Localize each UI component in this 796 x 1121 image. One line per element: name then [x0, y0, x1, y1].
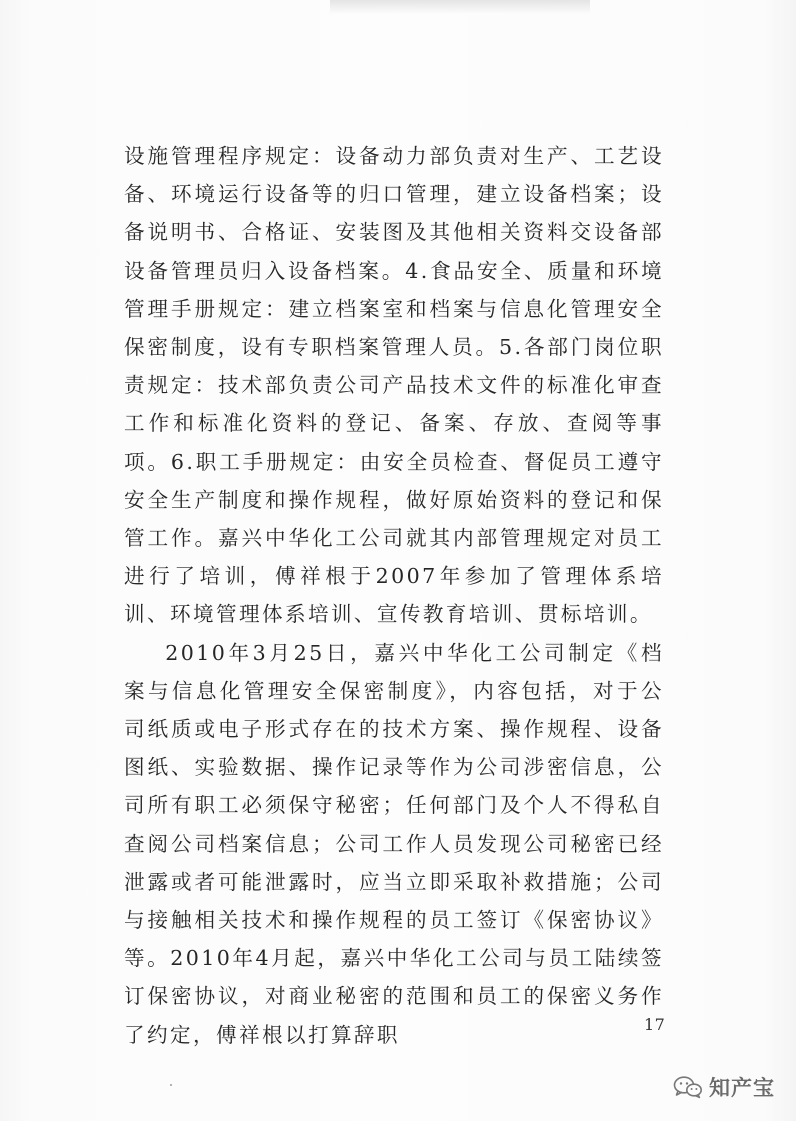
page-number: 17 — [644, 1015, 666, 1034]
scan-shadow — [330, 0, 590, 14]
paragraph-1: 设施管理程序规定：设备动力部负责对生产、工艺设备、环境运行设备等的归口管理，建立设备档案；设备说明书、合格证、安装图及其他相关资料交设备部设备管理员归入设备档案。4.食品安全、质量和环境管理手册规定：建立档案室和档案与信息化管理安全保密制度，设有专职档案管理人员。5.各部门岗位职责规定：技术部负责公司产品技术文件的标准化审查工作和标准化资料的登记、备案、存放、查阅等事项。6.职工手册规定：由安全员检查、督促员工遵守安全生产制度和操作规程，做好原始资料的登记和保管工作。嘉兴中华化工公司就其内部管理规定对员工进行了培训，傅祥根于2007年参加了管理体系培训、环境管理体系培训、宣传教育培训、贯标培训。 — [124, 144, 664, 627]
scan-speck — [170, 1084, 172, 1086]
wechat-icon — [673, 1075, 703, 1099]
watermark-brand: 知产宝 — [709, 1076, 775, 1100]
watermark — [673, 1072, 775, 1102]
paragraph-2: 2010年3月25日，嘉兴中华化工公司制定《档案与信息化管理安全保密制度》，内容包括，对于公司纸质或电子形式存在的技术方案、操作规程、设备图纸、实验数据、操作记录等作为公司涉密信息，公司所有职工必须保守秘密；任何部门及个人不得私自查阅公司档案信息；公司工作人员发现公司秘密已经泄露或者可能泄露时，应当立即采取补救措施；公司与接触相关技术和操作规程的员工签订《保密协议》等。2010年4月起，嘉兴中华化工公司与员工陆续签订保密协议，对商业秘密的范围和员工的保密义务作了约定，傅祥根以打算辞职 — [124, 640, 664, 1047]
document-body — [124, 137, 664, 1054]
